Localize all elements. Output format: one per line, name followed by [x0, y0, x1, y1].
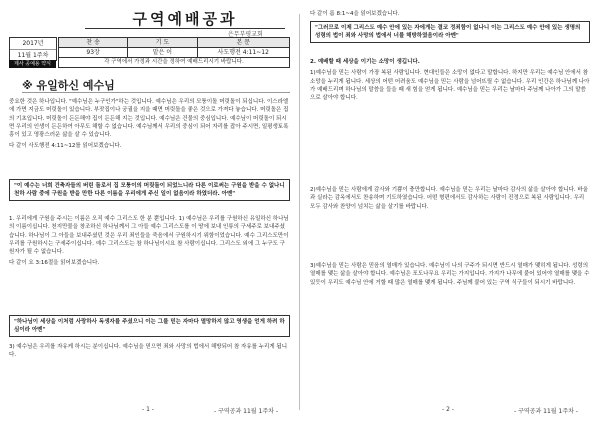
point-two — [310, 58, 590, 105]
point-three-text: 3) 예수님은 우리를 자유케 하시는 분이십니다. 예수님을 믿으면 죄와 사망의 법에서 해방되어 참 자유를 누리게 됩니다. — [9, 344, 288, 359]
section-divider — [22, 92, 290, 93]
church-name: 은무부평교회 — [228, 31, 263, 38]
point-two-sub1: 1)예수님을 믿는 사람이 가장 복된 사람입니다. 현대인들은 소망이 없다고 말합니다. 하지만 우리는 예수님 안에서 참 소망을 누리게 됩니다. 세상의 어떤 어려움도 예수님을 믿는 사람을 넘어뜨릴 수 없습니다. 우리 인간은 하나님께 나아가 예배드리며 하나님의 말씀을 들을 때 새 힘을 얻게 됩니다. 예수님을 믿는 우리는 날마다 주님께 나아가 그의 말씀으로 살아야 합니다. — [310, 70, 590, 102]
verse-box: "이 예수는 너희 건축자들의 버린 돌로서 집 모퉁이의 머릿돌이 되었느니라 다른 이로써는 구원을 받을 수 없나니 천하 사람 중에 구원을 받을 만한 다른 이름을 우리에게 주신 일이 없음이라 하였더라. 아멘" — [9, 179, 290, 201]
point-two-part3 — [310, 262, 590, 290]
header-hymn: 찬 송 — [59, 38, 128, 48]
intro-paragraph — [9, 98, 290, 154]
point-one — [9, 215, 290, 271]
page-footer: - 구역공과 11월 1주차 - — [514, 408, 578, 415]
table-header-row — [59, 38, 290, 48]
sermon-title: ※ 유일하신 예수님 — [22, 79, 115, 92]
point-two-title: 2. 예배할 때 세상을 이기는 소망이 생깁니다. — [310, 59, 420, 65]
intro-text: 중요한 것은 하나입니다. "예수님은 누구인가"하는 것입니다. 예수님은 우리의 모퉁이돌 머릿돌이 되십니다. 이스라엘에 가면 지금도 머릿돌이 있습니다. 부잣집이나 궁궐을 지을 때면 머릿돌을 좋은 것으로 가져다 놓습니다. 머릿돌은 집의 기초입니다. 머릿돌이 든든해야 집이 든든해 지는 것입니다. 예수님은 건물의 중심입니다. 예수님이 머릿돌이 되시면 우리의 인생이 든든하여 아무도 해할 수 없습니다. 예수님께서 우리의 중심이 되어 자리를 잡아 주시면, 일평생토록 흥이 있고 영광스러운 삶을 살 수 있습니다. — [9, 99, 289, 139]
top-intro-text: 다 같이 롬 8:1~4을 읽어보겠습니다. — [310, 11, 400, 17]
point-two-sub2: 2)예수님을 믿는 사람에게 감사와 기쁨이 충만합니다. 예수님을 믿는 우리는 날마다 감사의 삶을 살아야 합니다. 바울과 실라는 감옥에서도 찬송하며 기도하였습니다. 어떤 형편에서도 감사하는 사람이 진정으로 복된 사람입니다. 우리 모두 감사와 찬양이 넘치는 삶을 살기를 바랍니다. — [310, 187, 589, 210]
service-order-table — [58, 37, 290, 68]
header-scripture: 본 문 — [197, 38, 289, 48]
date-box — [9, 37, 57, 61]
date-year: 2017년 — [22, 40, 44, 47]
verse-intro: 다 같이 사도행전 4:11~12를 읽어보겠습니다. — [9, 143, 122, 150]
verse-box-2: "하나님이 세상을 이처럼 사랑하사 독생자를 주셨으니 이는 그를 믿는 자마다 멸망하지 않고 영생을 얻게 하려 하심이라 아멘" — [9, 315, 290, 337]
hymn-number: 93장 — [59, 48, 128, 58]
header-prayer: 기 도 — [128, 38, 197, 48]
point-one-text: 1. 우리에게 구원을 주시는 이름은 오직 예수 그리스도 한 분 뿐입니다. 1) 예수님은 우리를 구원하신 유일하신 하나님의 이름이십니다. 천지만물을 창조하신 하나님께서 그 아들 예수 그리스도를 이 땅에 보내 인류의 구세주로 보내주셨습니다. 하나님이 그 아들을 보내주셨던 것은 우리 죄인들을 죽음에서 구원하시기 위함이었습니다. 예수 그리스도만이 우리를 구원하시는 구세주이십니다. 예수 그리스도는 참 하나님이시요 참 사람이십니다. 그리스도 외에 그 누구도 구원자가 될 수 없습니다. — [9, 216, 289, 256]
service-note: 각 구역에서 가정과 시간을 정하여 예배드리시기 바랍니다. — [59, 58, 290, 68]
verse2-intro: 다 같이 요 3:16절을 읽어보겠습니다. — [9, 260, 100, 267]
verse-box-3: "그러므로 이제 그리스도 예수 안에 있는 자에게는 결코 정죄함이 없나니 이는 그리스도 예수 안에 있는 생명의 성령의 법이 죄와 사망의 법에서 너를 해방하였음이라 아멘" — [310, 21, 590, 43]
worship-label: 제사 공예용 약식 — [9, 60, 56, 68]
point-three — [9, 343, 290, 363]
table-row — [59, 58, 290, 68]
date-week: 11월 1주차 — [10, 49, 56, 61]
table-row — [59, 48, 290, 58]
point-two-sub3: 3)예수님을 믿는 사람은 믿음의 열매가 있습니다. 예수님이 나의 구주가 되시면 반드시 열매가 맺히게 됩니다. 성령의 열매를 맺는 삶을 살아야 합니다. 예수님은 포도나무요 우리는 가지입니다. 가지가 나무에 붙어 있어야 열매를 맺을 수 있듯이 우리도 예수님 안에 거할 때 많은 열매를 맺게 됩니다. 주님께 붙어 있는 구역 식구들이 되시기 바랍니다. — [310, 263, 590, 286]
prayer-leader: 맡은 이 — [128, 48, 197, 58]
page-number: - 2 - — [442, 406, 454, 413]
top-verse-intro — [310, 10, 590, 21]
bulletin-title: 구역예배공과 — [132, 10, 238, 28]
page-number: - 1 - — [142, 406, 154, 413]
scripture-ref: 사도행전 4:11~12 — [197, 48, 289, 58]
page-right — [300, 0, 600, 424]
page-footer: - 구역공과 11월 1주차 - — [214, 408, 278, 415]
point-two-part2 — [310, 186, 590, 214]
